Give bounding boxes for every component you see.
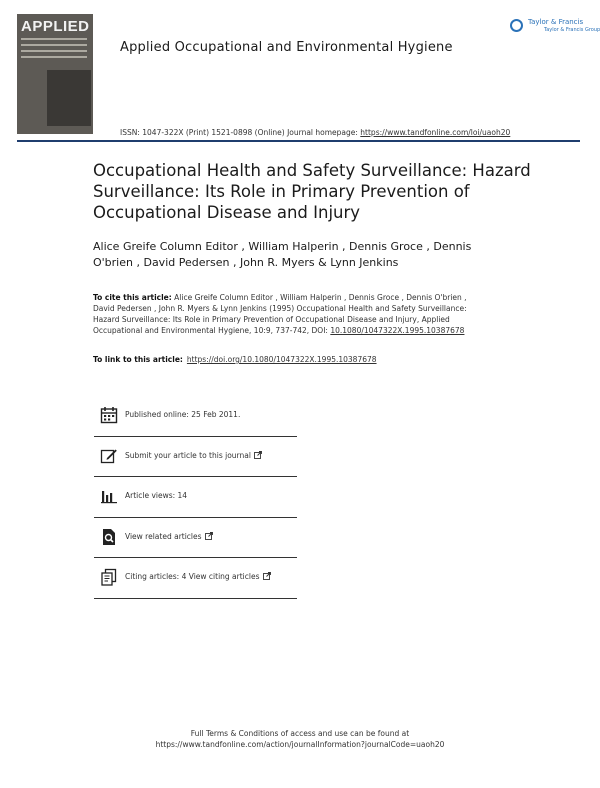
article-views-label: Article views: 14 — [125, 491, 188, 500]
header-divider — [17, 140, 580, 142]
citing-articles-label: Citing articles: 4 View citing articles — [125, 572, 260, 581]
cover-title: APPLIED — [21, 18, 90, 35]
publisher-group: Taylor & Francis Group — [544, 27, 600, 33]
submit-article-label: Submit your article to this journal — [125, 450, 251, 460]
submit-article-row[interactable] — [94, 437, 297, 478]
citing-articles-row[interactable] — [94, 558, 297, 599]
publisher-logo[interactable] — [510, 18, 600, 38]
terms-line: Full Terms & Conditions of access and use can be found at — [190, 729, 410, 738]
article-link-line — [93, 355, 377, 364]
terms-url-link[interactable]: https://www.tandfonline.com/action/journalInformation?journalCode=uaoh20 — [155, 740, 445, 749]
citation-block — [93, 292, 488, 336]
related-articles-link[interactable] — [125, 532, 213, 541]
article-views-row — [94, 477, 297, 518]
related-articles-label: View related articles — [125, 531, 202, 541]
article-authors: Alice Greife Column Editor , William Halperin , Dennis Groce , Dennis O'brien , David Pedersen , John R. Myers & Lynn Jenkins — [93, 240, 472, 269]
calendar-icon — [100, 406, 118, 424]
issn-line — [120, 128, 510, 137]
journal-cover-image — [17, 14, 93, 134]
article-metrics-list — [94, 396, 297, 599]
published-online-row — [94, 396, 297, 437]
external-link-icon — [254, 451, 262, 459]
cite-doi-link[interactable]: 10.1080/1047322X.1995.10387678 — [330, 326, 465, 335]
journal-title[interactable]: Applied Occupational and Environmental Hygiene — [120, 40, 453, 55]
edit-icon — [100, 447, 118, 465]
published-online-label: Published online: 25 Feb 2011. — [125, 410, 241, 419]
article-doi-link[interactable]: https://doi.org/10.1080/1047322X.1995.10387678 — [186, 355, 377, 364]
submit-article-link[interactable] — [125, 451, 262, 460]
link-label: To link to this article: — [93, 355, 183, 364]
issn-text: ISSN: 1047-322X (Print) 1521-0898 (Online) Journal homepage: — [120, 128, 361, 137]
bar-chart-icon — [100, 487, 118, 505]
cite-text: Alice Greife Column Editor , William Halperin , Dennis Groce , Dennis O'brien , David Pedersen , John R. Myers & Lynn Jenkins (1995) Occupational Health and Safety Surveillance: Hazard Surveillance: Its Role in Primary Prevention of Occupational Disease and Injury, Applied Occupational and Environmental Hygiene, 10:9, 737-742, DOI: — [93, 293, 467, 335]
external-link-icon — [263, 572, 271, 580]
terms-footer — [0, 728, 600, 750]
search-document-icon — [100, 528, 118, 546]
citations-icon — [100, 568, 118, 586]
external-link-icon — [205, 532, 213, 540]
article-title: Occupational Health and Safety Surveillance: Hazard Surveillance: Its Role in Primary Prevention of Occupational Disease and Injury — [93, 161, 531, 222]
citing-articles-link[interactable] — [125, 572, 271, 581]
publisher-name: Taylor & Francis — [528, 18, 584, 26]
cite-label: To cite this article: — [93, 293, 172, 302]
related-articles-row[interactable] — [94, 518, 297, 559]
journal-homepage-link[interactable]: https://www.tandfonline.com/loi/uaoh20 — [360, 128, 511, 137]
